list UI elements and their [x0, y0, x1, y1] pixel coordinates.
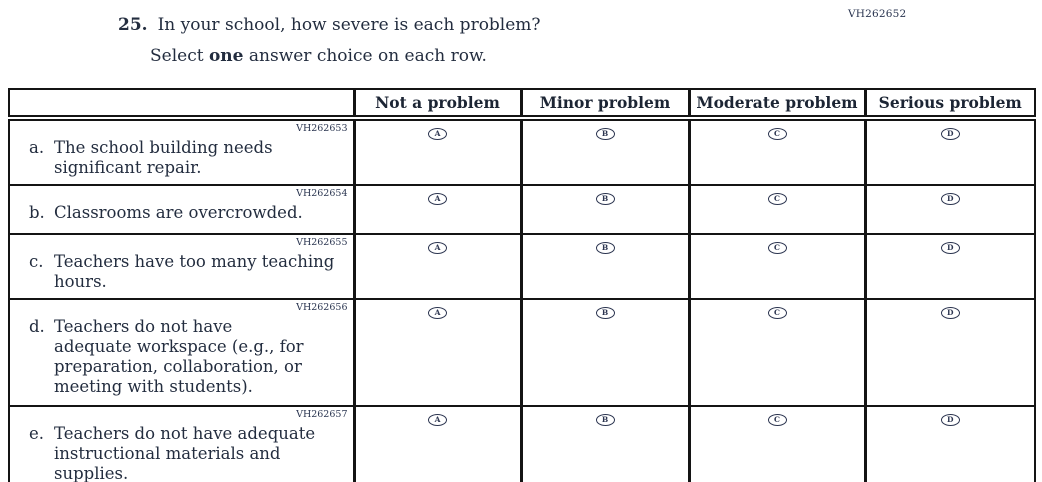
table-row-a — [9, 118, 1035, 185]
instruction-bold-word: one — [208, 46, 244, 66]
row-d-letter: d. — [29, 317, 45, 336]
answer-oval-c-B[interactable]: B — [596, 242, 615, 254]
row-e-cell-moderate-problem — [689, 406, 865, 482]
row-c-text: Teachers have too many teaching hours. — [54, 252, 335, 291]
row-b-text-wrap — [10, 203, 353, 229]
row-d-code: VH262656 — [296, 302, 348, 313]
question-number: 25. — [118, 15, 148, 35]
row-e-stem — [9, 406, 354, 482]
row-a-cell-not-a-problem — [354, 118, 521, 185]
table-row-c — [9, 234, 1035, 299]
answer-oval-c-A[interactable]: A — [428, 242, 447, 254]
row-a-stem — [9, 118, 354, 185]
row-a-code: VH262653 — [296, 123, 348, 134]
answer-oval-b-A[interactable]: A — [428, 193, 447, 205]
row-a-cell-serious-problem — [865, 118, 1035, 185]
row-d-cell-moderate-problem — [689, 299, 865, 406]
row-c-cell-minor-problem — [521, 234, 689, 299]
row-d-cell-minor-problem — [521, 299, 689, 406]
answer-oval-a-A[interactable]: A — [428, 128, 447, 140]
table-row-d — [9, 299, 1035, 406]
survey-matrix-table — [8, 88, 1036, 482]
answer-oval-d-C[interactable]: C — [768, 307, 787, 319]
answer-oval-d-D[interactable]: D — [941, 307, 960, 319]
row-e-cell-minor-problem — [521, 406, 689, 482]
row-d-cell-serious-problem — [865, 299, 1035, 406]
answer-oval-a-C[interactable]: C — [768, 128, 787, 140]
answer-oval-e-D[interactable]: D — [941, 414, 960, 426]
row-b-cell-minor-problem — [521, 185, 689, 234]
row-b-cell-not-a-problem — [354, 185, 521, 234]
header-serious-problem: Serious problem — [865, 89, 1035, 118]
answer-oval-b-C[interactable]: C — [768, 193, 787, 205]
header-not-a-problem: Not a problem — [354, 89, 521, 118]
answer-oval-a-D[interactable]: D — [941, 128, 960, 140]
header-row — [9, 89, 1035, 118]
table-row-b — [9, 185, 1035, 234]
question-block — [118, 14, 818, 67]
row-c-letter: c. — [29, 252, 44, 271]
answer-oval-c-C[interactable]: C — [768, 242, 787, 254]
row-c-cell-serious-problem — [865, 234, 1035, 299]
row-a-text: The school building needs significant repair. — [54, 138, 273, 177]
answer-oval-b-D[interactable]: D — [941, 193, 960, 205]
question-text: In your school, how severe is each problem? — [157, 15, 541, 35]
row-a-letter: a. — [29, 138, 45, 157]
form-accession-code: VH262652 — [848, 8, 907, 20]
instruction-suffix: answer choice on each row. — [243, 46, 487, 66]
answer-oval-e-A[interactable]: A — [428, 414, 447, 426]
row-c-text-wrap — [10, 252, 353, 298]
answer-oval-d-B[interactable]: B — [596, 307, 615, 319]
row-d-cell-not-a-problem — [354, 299, 521, 406]
row-a-text-wrap — [10, 138, 353, 184]
row-a-cell-minor-problem — [521, 118, 689, 185]
row-e-letter: e. — [29, 424, 45, 443]
instruction-prefix: Select — [150, 46, 209, 66]
row-d-text-wrap — [10, 317, 320, 403]
row-d-stem — [9, 299, 354, 406]
question-text-line — [118, 14, 818, 36]
row-b-stem — [9, 185, 354, 234]
answer-oval-e-C[interactable]: C — [768, 414, 787, 426]
row-a-cell-moderate-problem — [689, 118, 865, 185]
row-b-letter: b. — [29, 203, 45, 222]
row-c-cell-not-a-problem — [354, 234, 521, 299]
row-e-code: VH262657 — [296, 409, 348, 420]
table-row-e — [9, 406, 1035, 482]
answer-oval-a-B[interactable]: B — [596, 128, 615, 140]
row-e-cell-serious-problem — [865, 406, 1035, 482]
row-c-stem — [9, 234, 354, 299]
header-minor-problem: Minor problem — [521, 89, 689, 118]
row-c-code: VH262655 — [296, 237, 348, 248]
row-b-cell-serious-problem — [865, 185, 1035, 234]
row-e-cell-not-a-problem — [354, 406, 521, 482]
header-stem-blank — [9, 89, 354, 118]
row-d-text: Teachers do not have adequate workspace (e.g., for preparation, collaboration, or meeting with students). — [54, 317, 304, 396]
answer-oval-b-B[interactable]: B — [596, 193, 615, 205]
answer-oval-e-B[interactable]: B — [596, 414, 615, 426]
row-b-cell-moderate-problem — [689, 185, 865, 234]
question-instruction — [150, 45, 818, 67]
row-c-cell-moderate-problem — [689, 234, 865, 299]
answer-oval-c-D[interactable]: D — [941, 242, 960, 254]
row-b-text: Classrooms are overcrowded. — [54, 203, 303, 222]
answer-oval-d-A[interactable]: A — [428, 307, 447, 319]
row-e-text: Teachers do not have adequate instructional materials and supplies. — [54, 424, 316, 482]
header-moderate-problem: Moderate problem — [689, 89, 865, 118]
row-b-code: VH262654 — [296, 188, 348, 199]
row-e-text-wrap — [10, 424, 353, 482]
